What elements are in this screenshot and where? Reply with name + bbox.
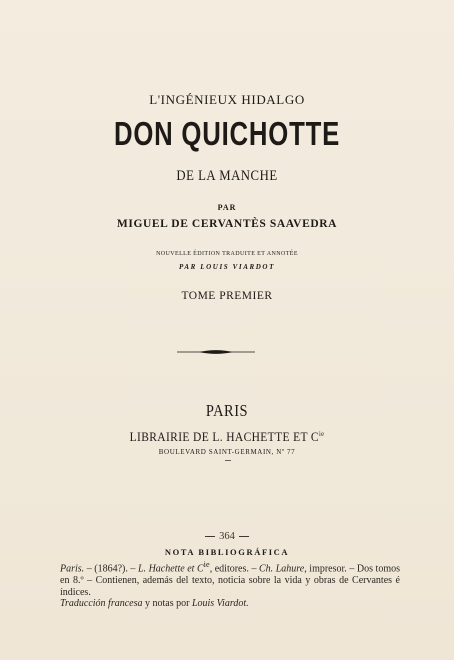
publisher-name: LIBRAIRIE DE L. HACHETTE ET $C^{ie}$ (129, 430, 325, 445)
author-name: MIGUEL DE CERVANTÈS SAAVEDRA (116, 218, 338, 230)
city-name: PARIS (205, 401, 249, 420)
par-label: PAR (217, 203, 237, 212)
title-line-3: DE LA MANCHE (176, 168, 278, 184)
tome-label: TOME PREMIER (181, 290, 273, 302)
ornament-rule-icon (177, 347, 255, 357)
page-number: 364 (0, 531, 454, 542)
publisher-address: BOULEVARD SAINT-GERMAIN, Nº 77 (158, 448, 296, 456)
small-rule (225, 460, 231, 461)
bibliographic-note (60, 559, 400, 610)
main-title: DON QUICHOTTE (113, 115, 341, 152)
bib-paragraph-1: Paris. – (1864?). – L. Hachette et $C^{ie}$, editores. – Ch. Lahure, impresor. – Dos tomos en 8.º – Contienen, además del texto, noticia sobre la vida y obras de Cervantes é índices. (60, 560, 401, 598)
title-line-1: L'INGÉNIEUX HIDALGO (149, 92, 305, 107)
translator-line: PAR LOUIS VIARDOT (179, 263, 275, 271)
edition-note: NOUVELLE ÉDITION TRADUITE ET ANNOTÉE (156, 251, 298, 257)
bib-paragraph-2: Traducción francesa y notas por Louis Viardot. (60, 598, 249, 610)
note-heading: NOTA BIBLIOGRÁFICA (164, 547, 290, 557)
